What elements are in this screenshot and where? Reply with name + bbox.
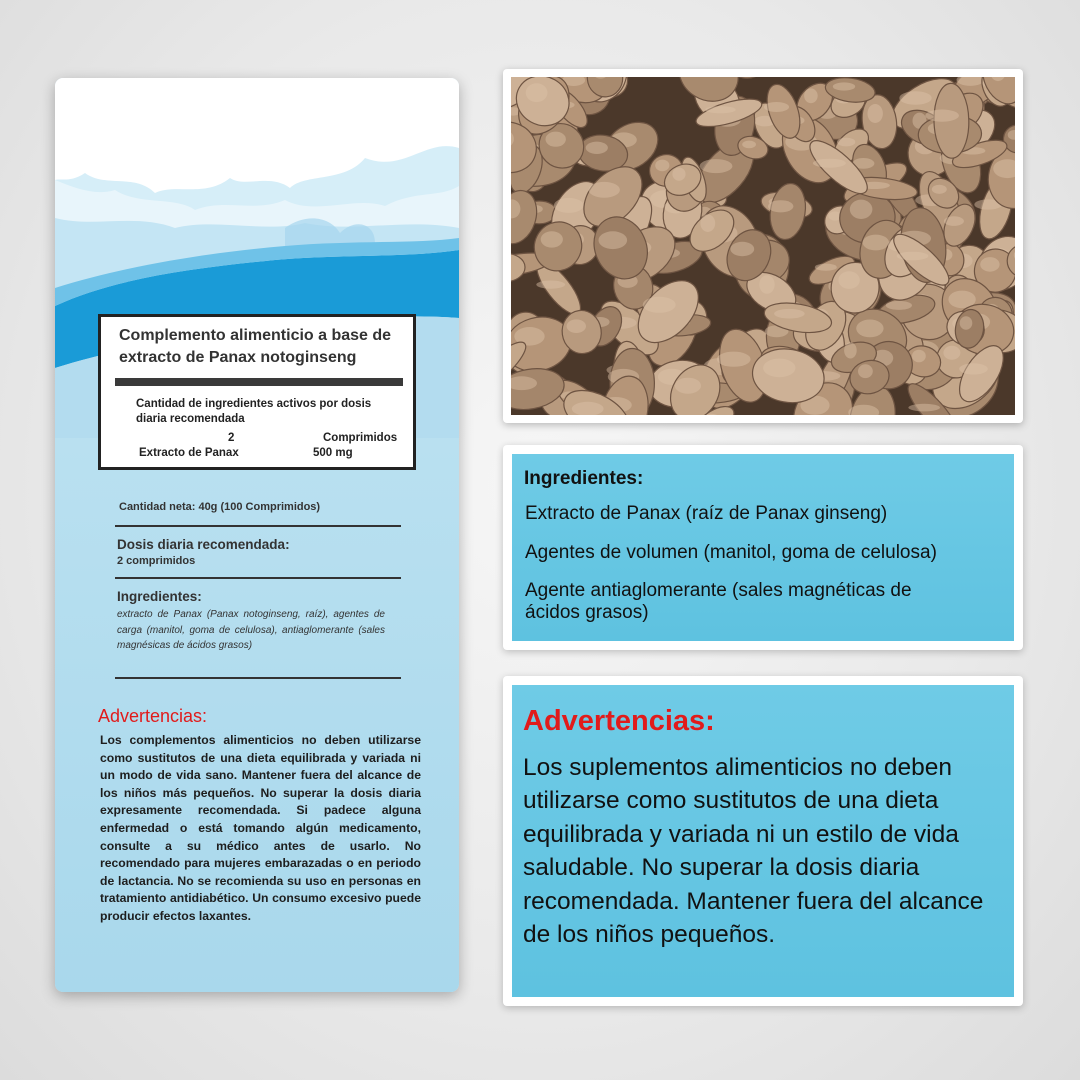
root-highlight [932, 185, 947, 194]
root-highlight [675, 378, 701, 394]
ginseng-roots-photo [511, 77, 1015, 415]
root-highlight [643, 297, 676, 313]
root-highlight [655, 160, 669, 172]
dosis-value: 2 comprimidos [117, 555, 196, 567]
root-highlight [700, 214, 715, 232]
label-title: Complemento alimenticio a base de extracto de Panax notoginseng [119, 327, 392, 366]
root-highlight [908, 404, 940, 412]
root-highlight [717, 352, 751, 367]
root-highlight [700, 159, 733, 173]
label-ingredient: Extracto de Panax [139, 447, 239, 459]
label-amount: 500 mg [313, 447, 353, 459]
root-highlight [899, 91, 931, 104]
root-highlight [526, 83, 548, 102]
root-highlight [567, 319, 586, 333]
root-highlight [980, 257, 999, 272]
root-highlight [804, 88, 818, 103]
divider [115, 525, 401, 527]
root-highlight [863, 235, 889, 251]
root-highlight [554, 198, 584, 213]
root-highlight [844, 342, 857, 358]
ingredients-card [503, 445, 1023, 650]
root-highlight [759, 275, 774, 294]
root-highlight [944, 216, 964, 226]
warnings-heading: Advertencias: [98, 706, 208, 726]
label-count: 2 [228, 432, 235, 444]
root-highlight [960, 316, 973, 330]
ingredient-item: Extracto de Panax (raíz de Panax ginseng) [525, 503, 888, 524]
divider [115, 577, 401, 579]
root-highlight [672, 168, 685, 181]
root-highlight [774, 309, 805, 319]
root-highlight [837, 138, 855, 147]
ingredients-text: extracto de Panax (Panax notoginseng, raíz), agentes de carga (manitol, goma de celulosa), antiaglomerante (sales magnésicas de ácidos grasos) [117, 609, 385, 651]
root-highlight [705, 106, 736, 113]
dosis-heading: Dosis diaria recomendada: [117, 537, 290, 552]
root-highlight [925, 110, 959, 122]
root-highlight [768, 200, 793, 212]
root-highlight [541, 231, 563, 247]
root-highlight [833, 82, 855, 90]
root-highlight [886, 301, 912, 310]
root-highlight [763, 359, 795, 378]
ingredient-item: Agentes de volumen (manitol, goma de celulosa) [525, 542, 937, 563]
roots-illustration [511, 77, 1015, 415]
root-highlight [599, 231, 628, 249]
root-highlight [868, 104, 883, 123]
root-highlight [815, 264, 837, 271]
root-highlight [959, 363, 988, 374]
root-highlight [586, 142, 608, 154]
root-highlight [850, 200, 873, 219]
ingredients-heading: Ingredientes: [117, 589, 202, 604]
root-highlight [912, 350, 926, 363]
warnings-card-text: Los suplementos alimenticios no deben utilizarse como sustitutos de una dieta equilibrada y variada ni un estilo de vida saludable. No superar la dosis diaria recomendada. Mantener fuera del alcance de los niños pequeños. [523, 754, 984, 949]
root-highlight [856, 320, 883, 338]
root-highlight [838, 271, 859, 289]
root-highlight [813, 159, 846, 168]
ingredient-item: Agente antiaglomerante (sales magnéticas de ácidos grasos) [525, 580, 912, 623]
root-highlight [730, 242, 754, 256]
warnings-text: Los complementos alimenticios no deben utilizarse como sustitutos de una dieta equilibrada y variada ni un modo de vida sano. Mantener fuera del alcance de los niños más pequeños. No superar la dosis diaria expresamente recomendada. Si padece alguna enfermedad o está tomando algún medicamento, consulte a su médico antes de usarlo. No recomendado para mujeres embarazadas o en periodo de lactancia. No se recomienda su uso en personas en tratamiento antidiabético. Un consumo excesivo puede producir efectos laxantes. [100, 733, 421, 923]
nutrition-label [98, 314, 416, 470]
root-highlight [897, 252, 929, 261]
photo-frame [503, 69, 1023, 423]
root-highlight [764, 102, 789, 112]
root-highlight [742, 141, 756, 149]
product-box [55, 78, 459, 992]
label-unit: Comprimidos [323, 432, 398, 444]
root-highlight [943, 346, 960, 360]
root-highlight [858, 364, 873, 378]
warnings-card [503, 676, 1023, 1006]
net-content: Cantidad neta: 40g (100 Comprimidos) [119, 501, 321, 513]
divider [115, 677, 401, 679]
root-highlight [589, 182, 620, 198]
root-highlight [536, 281, 565, 289]
ingredients-card-heading: Ingredientes: [524, 468, 644, 489]
label-qty-text: Cantidad de ingredientes activos por dosis diaria recomendada [136, 398, 372, 425]
label-divider [115, 378, 403, 386]
warnings-card-heading: Advertencias: [523, 705, 715, 737]
root-highlight [546, 132, 566, 147]
